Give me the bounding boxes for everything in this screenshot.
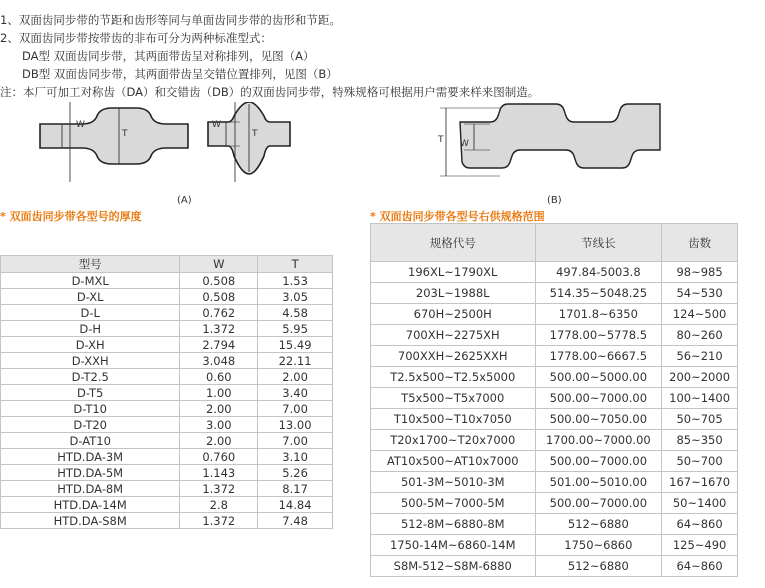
table-cell: 15.49 [258, 337, 333, 353]
table-cell: HTD.DA-3M [1, 449, 180, 465]
table-cell: 700XH~2275XH [371, 325, 536, 346]
table-cell: T10x500~T10x7050 [371, 409, 536, 430]
table-cell: 203L~1988L [371, 283, 536, 304]
table-cell: 14.84 [258, 497, 333, 513]
table-cell: 1778.00~5778.5 [535, 325, 662, 346]
table-cell: 1.372 [180, 321, 258, 337]
table-cell: 700XXH~2625XXH [371, 346, 536, 367]
table-cell: 13.00 [258, 417, 333, 433]
label-w-b: W [460, 139, 469, 149]
caption-b: (B) [547, 195, 562, 206]
table-header-row [371, 224, 738, 262]
note-1: 1、双面齿同步带的节距和齿形等同与单面齿同步带的齿形和节距。 [0, 13, 341, 27]
table-cell: 80~260 [662, 325, 738, 346]
table-cell: 512~6880 [535, 514, 662, 535]
table-cell: 514.35~5048.25 [535, 283, 662, 304]
table-cell: 500.00~7050.00 [535, 409, 662, 430]
table-cell: 85~350 [662, 430, 738, 451]
table-row [371, 430, 738, 451]
table-row [1, 289, 333, 305]
label-w-a2: W [212, 120, 221, 130]
table-cell: D-XH [1, 337, 180, 353]
table-cell: 8.17 [258, 481, 333, 497]
table-cell: 0.60 [180, 369, 258, 385]
header-pitch-length: 节线长 [535, 224, 662, 262]
table-cell: 1.143 [180, 465, 258, 481]
table-row [371, 514, 738, 535]
table-row [371, 304, 738, 325]
table-cell: 512-8M~6880-8M [371, 514, 536, 535]
table-row [371, 388, 738, 409]
table-cell: 5.26 [258, 465, 333, 481]
table-cell: 54~530 [662, 283, 738, 304]
table-row [1, 497, 333, 513]
spec-table-body [371, 262, 738, 577]
table-row [371, 262, 738, 283]
table-row [371, 493, 738, 514]
table-cell: 501.00~5010.00 [535, 472, 662, 493]
header-w: W [180, 256, 258, 273]
diagram-da-trapezoid [40, 102, 188, 182]
table-row [1, 321, 333, 337]
table-cell: 64~860 [662, 556, 738, 577]
table-cell: 500.00~7000.00 [535, 493, 662, 514]
table-cell: D-L [1, 305, 180, 321]
table-cell: 3.10 [258, 449, 333, 465]
table-row [1, 449, 333, 465]
table-cell: HTD.DA-8M [1, 481, 180, 497]
table-cell: D-AT10 [1, 433, 180, 449]
note-2: 2、双面齿同步带按带齿的非布可分为两种标准型式： [0, 31, 272, 45]
label-t-a1: T [122, 129, 128, 139]
table-cell: 1778.00~6667.5 [535, 346, 662, 367]
table-cell: HTD.DA-5M [1, 465, 180, 481]
table-cell: T20x1700~T20x7000 [371, 430, 536, 451]
table-cell: 1701.8~6350 [535, 304, 662, 325]
label-t-a2: T [252, 129, 258, 139]
note-remark: 注：本厂可加工对称齿（DA）和交错齿（DB）的双面齿同步带，特殊规格可根据用户需要来样来图制造。 [0, 85, 540, 99]
table-row [1, 513, 333, 529]
table-cell: 5.95 [258, 321, 333, 337]
table-cell: 50~700 [662, 451, 738, 472]
table-cell: 2.00 [258, 369, 333, 385]
table-row [371, 325, 738, 346]
table-cell: 2.00 [180, 401, 258, 417]
table-cell: 4.58 [258, 305, 333, 321]
table-cell: 670H~2500H [371, 304, 536, 325]
table-row [1, 337, 333, 353]
table-row [371, 346, 738, 367]
header-teeth-count: 齿数 [662, 224, 738, 262]
table-cell: 1.372 [180, 513, 258, 529]
table-cell: 1.53 [258, 273, 333, 289]
table-cell: 512~6880 [535, 556, 662, 577]
table-cell: 3.40 [258, 385, 333, 401]
table-row [371, 283, 738, 304]
table-cell: 1.00 [180, 385, 258, 401]
table-cell: AT10x500~AT10x7000 [371, 451, 536, 472]
notes-block [0, 11, 539, 101]
caption-a: (A) [177, 195, 192, 206]
table-cell: 1750-14M~6860-14M [371, 535, 536, 556]
table-cell: 500.00~7000.00 [535, 388, 662, 409]
table-cell: 500-5M~7000-5M [371, 493, 536, 514]
belt-diagrams [0, 102, 765, 210]
table-row [371, 451, 738, 472]
table-row [371, 535, 738, 556]
table-cell: 7.48 [258, 513, 333, 529]
table-cell: 3.05 [258, 289, 333, 305]
table-cell: D-XL [1, 289, 180, 305]
table-header-row [1, 256, 333, 273]
table-cell: D-T5 [1, 385, 180, 401]
table-cell: 0.760 [180, 449, 258, 465]
table-cell: 2.794 [180, 337, 258, 353]
table-cell: 125~490 [662, 535, 738, 556]
label-w-a1: W [76, 120, 85, 130]
table-cell: 50~705 [662, 409, 738, 430]
table-cell: 3.00 [180, 417, 258, 433]
diagram-da-round [208, 102, 290, 182]
table-cell: D-H [1, 321, 180, 337]
table-cell: D-T10 [1, 401, 180, 417]
table-row [1, 417, 333, 433]
table-cell: 98~985 [662, 262, 738, 283]
table-cell: 0.508 [180, 289, 258, 305]
table-row [1, 465, 333, 481]
label-t-b: T [438, 135, 444, 145]
table-row [371, 472, 738, 493]
table-row [371, 556, 738, 577]
note-db-type: DB型 双面齿同步带，其两面带齿呈交错位置排列，见图（B） [22, 67, 338, 81]
table-row [371, 367, 738, 388]
table-row [371, 409, 738, 430]
table-cell: T5x500~T5x7000 [371, 388, 536, 409]
table-cell: T2.5x500~T2.5x5000 [371, 367, 536, 388]
header-spec-code: 规格代号 [371, 224, 536, 262]
spec-table [370, 223, 738, 577]
thickness-table [0, 255, 333, 529]
table-cell: D-T2.5 [1, 369, 180, 385]
table-cell: 64~860 [662, 514, 738, 535]
table-cell: HTD.DA-14M [1, 497, 180, 513]
header-model: 型号 [1, 256, 180, 273]
table-cell: 2.8 [180, 497, 258, 513]
table-cell: 500.00~5000.00 [535, 367, 662, 388]
table-cell: 200~2000 [662, 367, 738, 388]
table-row [1, 273, 333, 289]
table-cell: 7.00 [258, 433, 333, 449]
table-cell: 196XL~1790XL [371, 262, 536, 283]
table-cell: 100~1400 [662, 388, 738, 409]
table-row [1, 433, 333, 449]
table-cell: 124~500 [662, 304, 738, 325]
header-t: T [258, 256, 333, 273]
table-cell: 22.11 [258, 353, 333, 369]
table-cell: 7.00 [258, 401, 333, 417]
table-row [1, 353, 333, 369]
table-cell: 501-3M~5010-3M [371, 472, 536, 493]
table-cell: D-MXL [1, 273, 180, 289]
table-cell: 3.048 [180, 353, 258, 369]
table-cell: 0.762 [180, 305, 258, 321]
table-row [1, 481, 333, 497]
thickness-table-body [1, 273, 333, 529]
table-cell: D-T20 [1, 417, 180, 433]
thickness-table-heading: * 双面齿同步带各型号的厚度 [0, 210, 142, 223]
table-cell: 497.84-5003.8 [535, 262, 662, 283]
note-da-type: DA型 双面齿同步带，其两面带齿呈对称排列，见图（A） [22, 49, 315, 63]
table-cell: 500.00~7000.00 [535, 451, 662, 472]
table-cell: D-XXH [1, 353, 180, 369]
table-cell: 1.372 [180, 481, 258, 497]
table-cell: 1700.00~7000.00 [535, 430, 662, 451]
table-row [1, 385, 333, 401]
table-cell: 50~1400 [662, 493, 738, 514]
table-cell: 1750~6860 [535, 535, 662, 556]
table-row [1, 305, 333, 321]
table-cell: 2.00 [180, 433, 258, 449]
belt-profile-drawings [0, 102, 765, 210]
spec-table-heading: * 双面齿同步带各型号右供规格范围 [370, 210, 545, 223]
table-cell: 167~1670 [662, 472, 738, 493]
table-cell: 56~210 [662, 346, 738, 367]
table-row [1, 401, 333, 417]
table-cell: 0.508 [180, 273, 258, 289]
diagram-db-staggered [440, 104, 660, 176]
table-cell: S8M-512~S8M-6880 [371, 556, 536, 577]
table-cell: HTD.DA-S8M [1, 513, 180, 529]
table-row [1, 369, 333, 385]
